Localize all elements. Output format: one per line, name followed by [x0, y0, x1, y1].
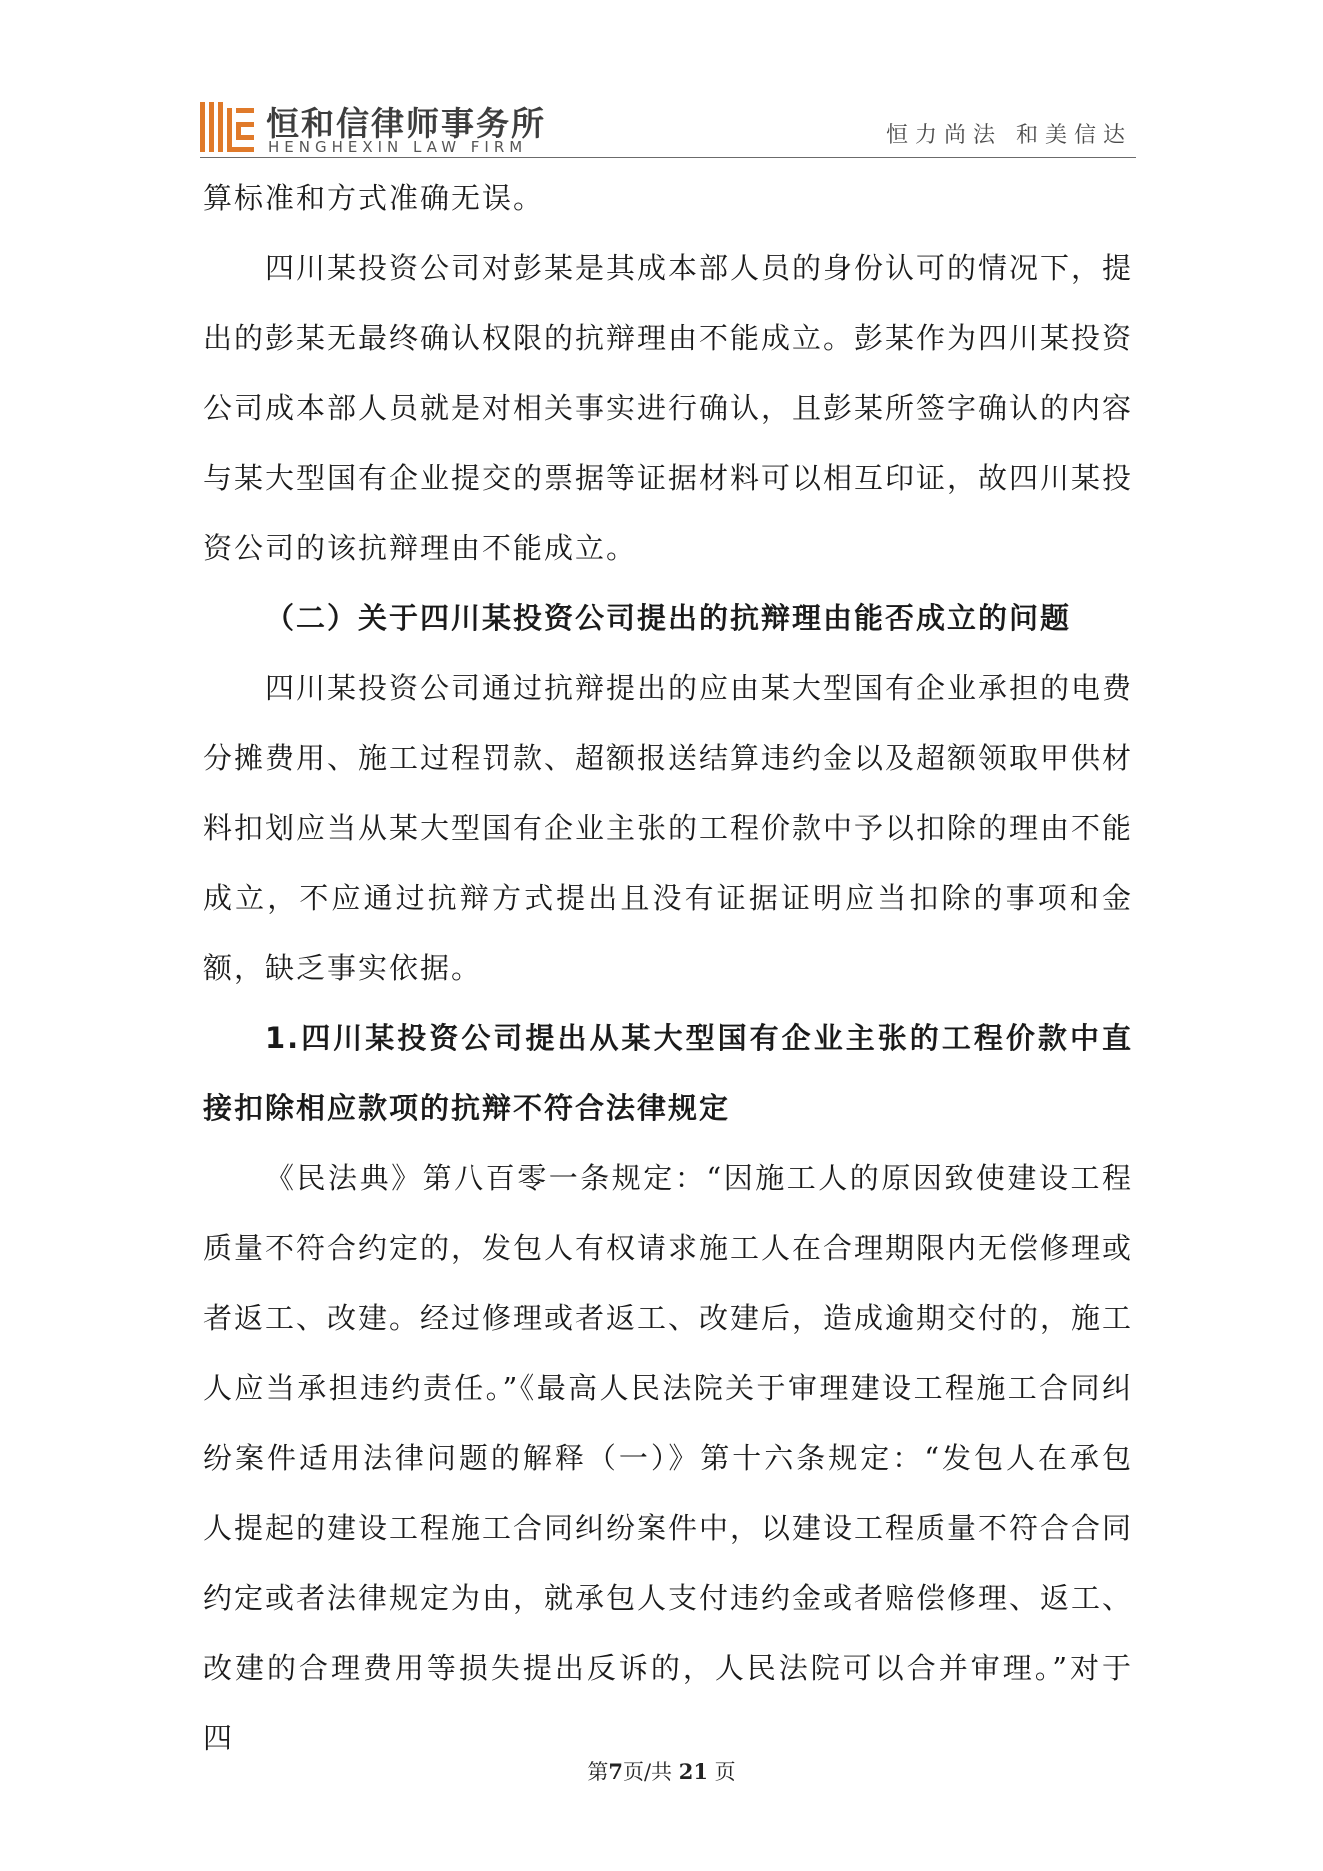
section-heading: （二）关于四川某投资公司提出的抗辩理由能否成立的问题 — [265, 601, 1072, 635]
firm-name-cn: 恒和信律师事务所 — [266, 104, 546, 143]
current-page-number: 7 — [608, 1759, 623, 1784]
paragraph: 《民法典》第八百零一条规定：“因施工人的原因致使建设工程质量不符合约定的，发包人有权请求施工人在合理期限内无偿修理或者返工、改建。经过修理或者返工、改建后，造成逾期交付的，施工人应当承担违约责任。”《最高人民法院关于审理建设工程施工合同纠纷案件适用法律问题的解释（一）》第十六条规定：“发包人在承包人提起的建设工程施工合同纠纷案件中，以建设工程质量不符合合同约定或者法律规定为由，就承包人支付违约金或者赔偿修理、返工、改建的合理费用等损失提出反诉的，人民法院可以合并审理。”对于四 — [203, 1161, 1134, 1755]
paragraph: 四川某投资公司通过抗辩提出的应由某大型国有企业承担的电费分摊费用、施工过程罚款、超额报送结算违约金以及超额领取甲供材料扣划应当从某大型国有企业主张的工程价款中予以扣除的理由不能成立，不应通过抗辩方式提出且没有证据证明应当扣除的事项和金额，缺乏事实依据。 — [203, 671, 1134, 985]
firm-logo-icon — [200, 102, 254, 152]
header-divider — [200, 157, 1136, 158]
paragraph-continued: 算标准和方式准确无误。 — [203, 181, 545, 215]
total-page-count: 21 — [678, 1759, 708, 1784]
page-prefix: 第 — [587, 1760, 609, 1784]
paragraph: 四川某投资公司对彭某是其成本部人员的身份认可的情况下，提出的彭某无最终确认权限的抗辩理由不能成立。彭某作为四川某投资公司成本部人员就是对相关事实进行确认，且彭某所签字确认的内容与某大型国有企业提交的票据等证据材料可以相互印证，故四川某投资公司的该抗辩理由不能成立。 — [203, 251, 1134, 565]
page-middle: 页/共 — [622, 1760, 679, 1784]
numbered-heading: 1.四川某投资公司提出从某大型国有企业主张的工程价款中直接扣除相应款项的抗辩不符合法律规定 — [203, 1021, 1133, 1125]
firm-motto: 恒力尚法 和美信达 — [886, 123, 1132, 148]
document-body — [203, 163, 1133, 1773]
letterhead — [200, 96, 1136, 158]
page-footer — [0, 1756, 1323, 1786]
firm-name-en: HENGHEXIN LAW FIRM — [268, 138, 528, 156]
page-suffix: 页 — [707, 1760, 736, 1784]
